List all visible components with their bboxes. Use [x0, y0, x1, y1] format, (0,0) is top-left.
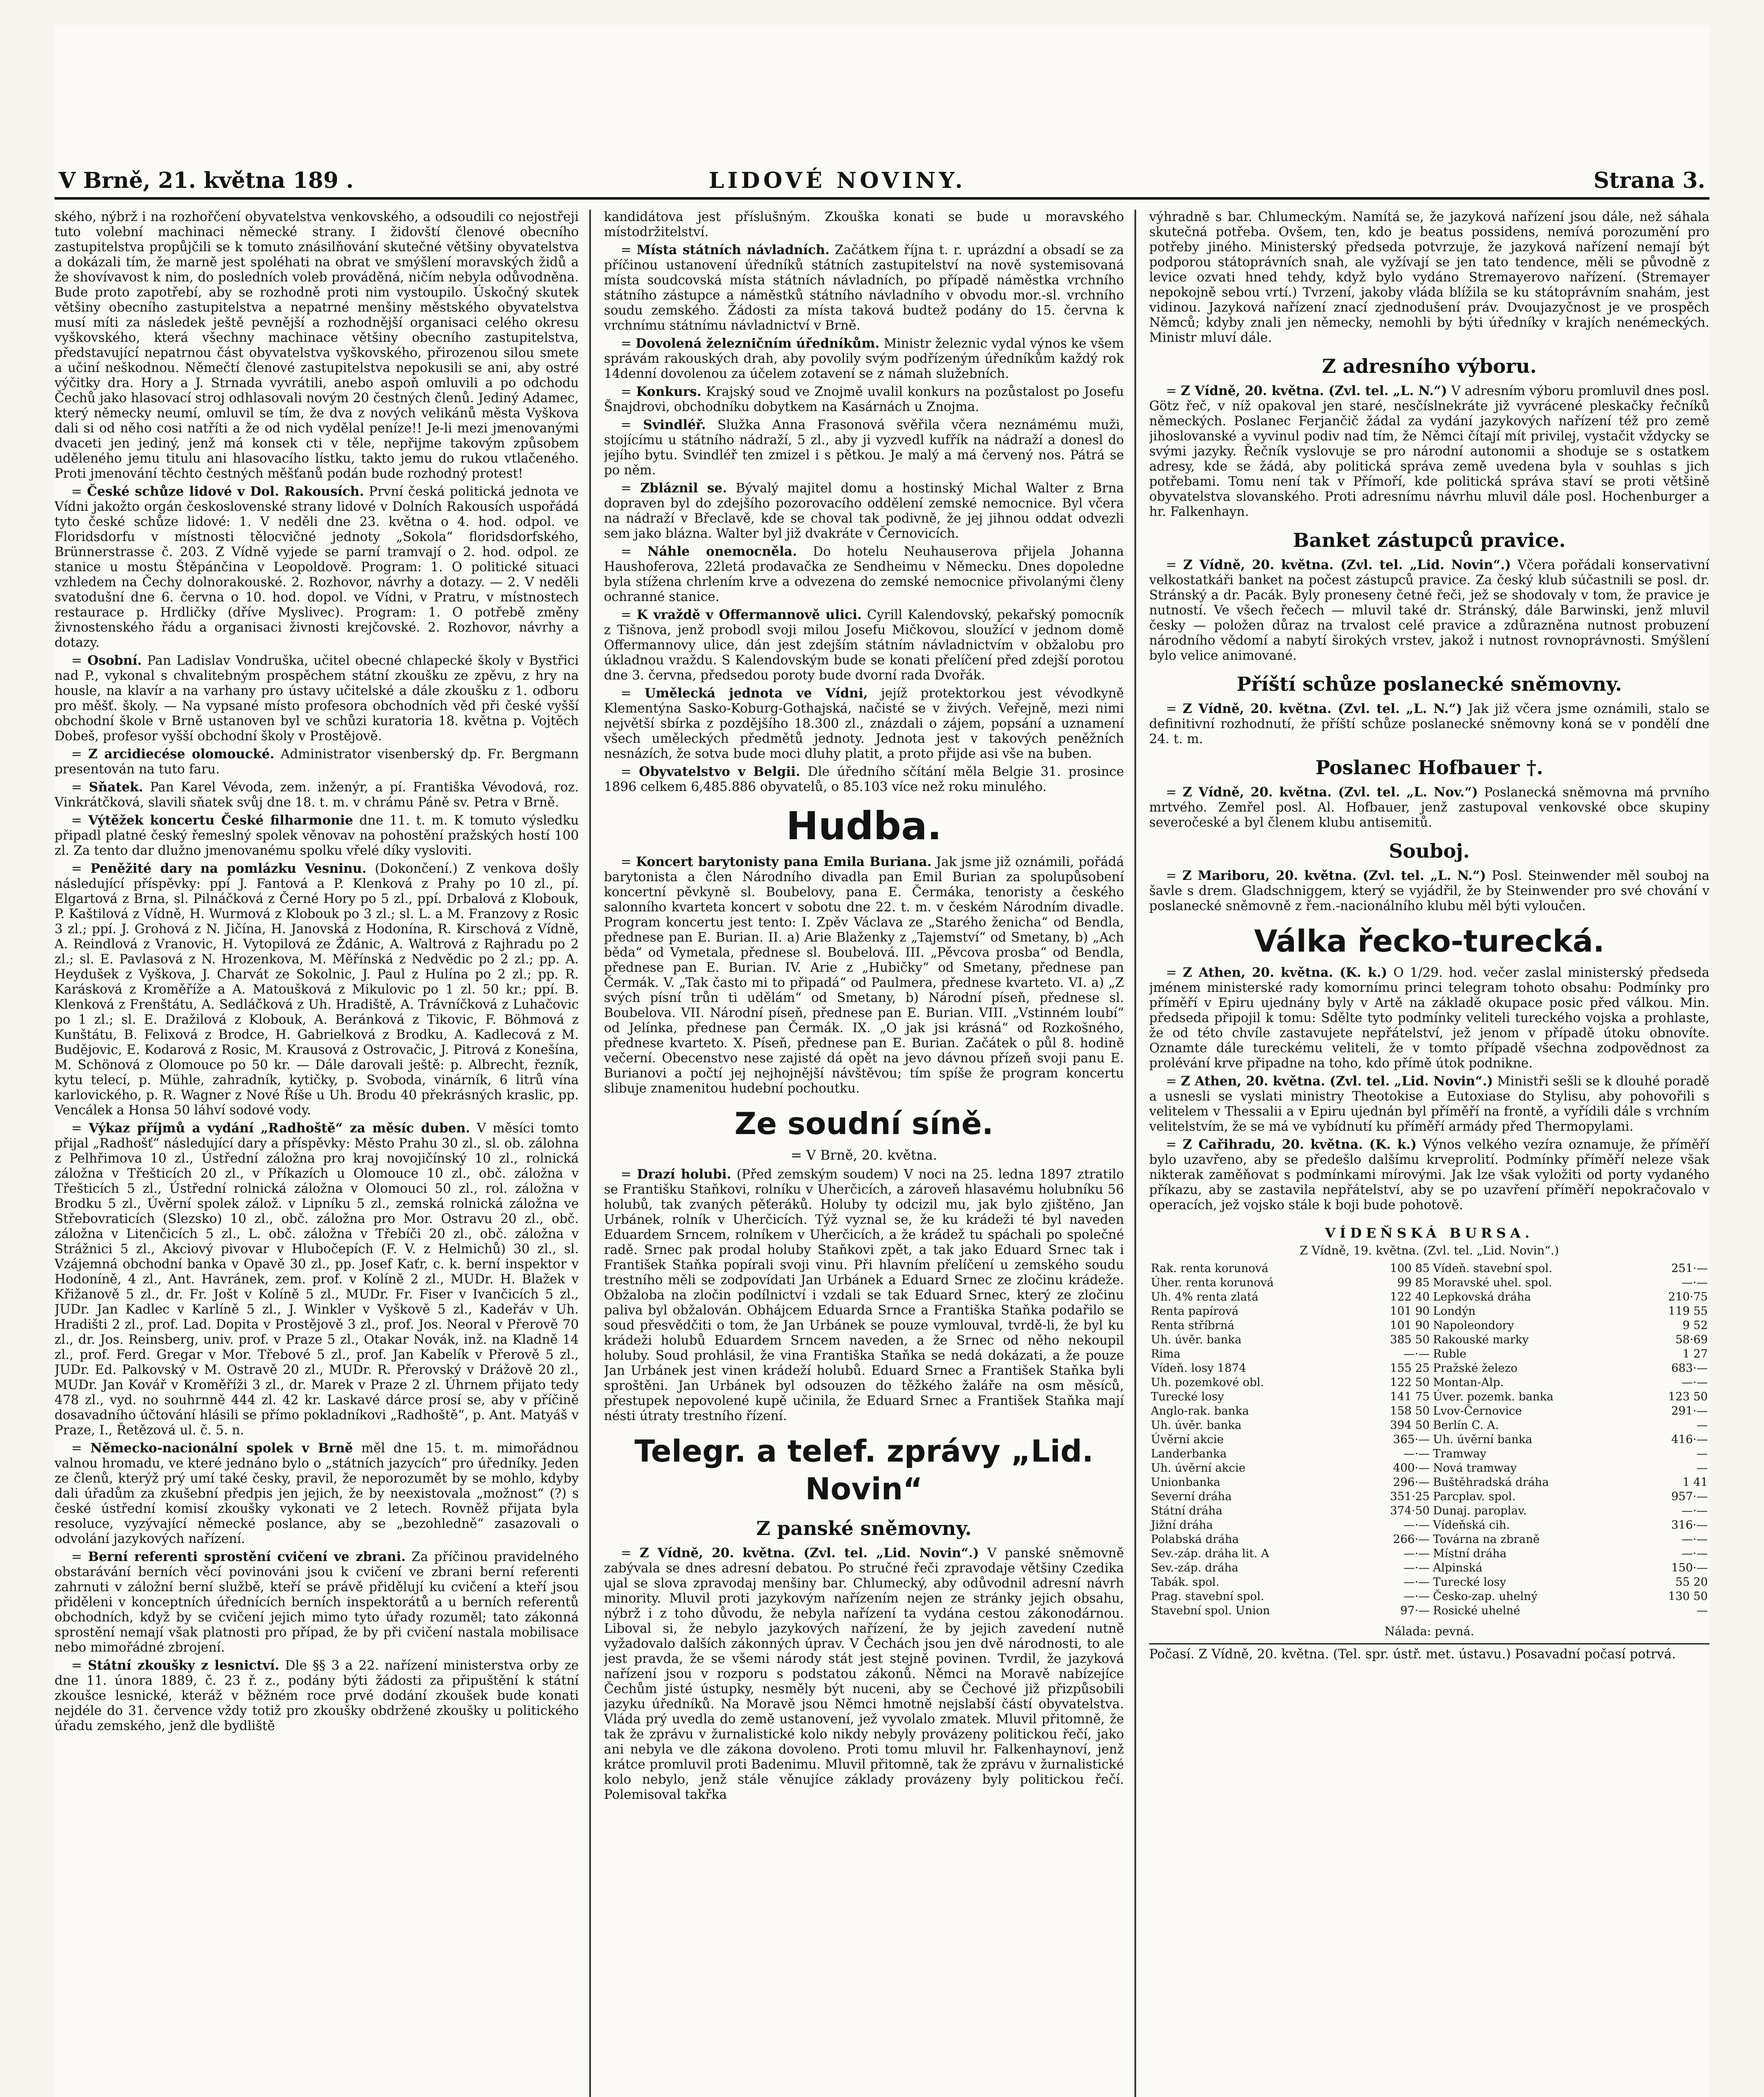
bursa-value: —·— — [1681, 1376, 1708, 1389]
article-paragraph — [1149, 210, 1709, 346]
bursa-value: —·— — [1681, 1276, 1708, 1289]
bursa-value: —·— — [1403, 1519, 1430, 1532]
bursa-value: —·— — [1403, 1447, 1430, 1460]
article-lead: Z Cařihradu, 20. května. (K. k.) — [1182, 1137, 1417, 1152]
bursa-item: Landerbanka — [1151, 1447, 1227, 1460]
article-text: Začátkem října t. r. uprázdní a obsadí se za příčinou ustanovení úředníků státních zastupitelství na nově systemisovaná místa soudcovská místa státních návladních, po případě náměstka vrchního státního zástupce a náměstků státního návladního v obvodu mor.-sl. vrchního soudu zemského. Žádosti za místa taková budtež podány do 15. června k vrchnímu státnímu návladnictví v Brně. — [604, 243, 1124, 333]
article-lead: Výtěžek koncertu České filharmonie — [88, 813, 353, 828]
table-row — [1149, 1532, 1709, 1547]
article-paragraph: = České schůze lidové v Dol. Rakousích. První česká politická jednota ve Vídni jakožto orgán československé strany lidové v Dolních Rakousích uspořádá tyto české schůze lidové: 1. V neděli dne 23. května o 4. hod. odpol. ve Floridsdorfu v místnosti tělocvičné jednoty „Sokola“ floridsdorfského, Brünnerstrasse č. 203. Z Vídně vyjede se parní tramvají o 2. hod. odpol. ze stanice u mostu Štěpánčina v Leopoldově. Program: 1. O politické situaci vzhledem na Čechy dolnorakouské. 2. Rozhovor, návrhy a dotazy. — 2. V neděli svatodušní dne 6. června o 10. hod. dopol. ve Vídni, v Pratru, v místnostech restaurace p. Hrdličky (dříve Myslivec). Program: 1. O potřebě změny živnostenského řádu a organisaci živnosti krejčovské. 2. Rozhovor, návrhy a dotazy. — [55, 484, 579, 650]
column-2 — [604, 210, 1124, 2097]
bursa-item: Unionbanka — [1151, 1476, 1220, 1489]
bursa-value: 141 75 — [1390, 1390, 1430, 1403]
article-text: Posl. Steinwender měl souboj na šavle s drem. Gladschniggem, který se vyjádřil, že by Steinwender pro své chování v poslanecké sněmovně z řem.-nacionálního klubu měl býti vyloučen. — [1149, 869, 1709, 913]
bursa-value: 122 40 — [1390, 1290, 1430, 1303]
article-paragraph: = Peněžité dary na pomlázku Vesninu. (Dokončení.) Z venkova došly následující příspěvky: ppí J. Fantová a P. Klenková z Prahy po 10 zl., pí. Elgartová z Brna, sl. Pilnáčková z Černé Hory po 5 zl., ppí. Drbalová z Klobouk, P. Kaštilová z Vídně, H. Wurmová z Klobouk po 3 zl.; sl. L. a M. Franzovy z Rosic 3 zl.; ppí. J. Grohová z N. Jičína, H. Janovská z Hodonína, R. Kirschová z Vídně, A. Reindlová z Vranovic, H. Vytopilová ze Ždánic, A. Waltrová z Rajhradu po 2 zl.; sl. E. Pavlasová z N. Hrozenkova, M. Měřínská z Nedvědic po 2 zl.; pp. A. Heydušek z Vyškova, J. Charvát ze Sokolnic, J. Paul z Hulína po 2 zl.; pp. R. Karásková z Kroměříže a A. Matoušková z Mikulovic po 1 zl. 50 kr.; ppí. B. Klenková z Frenštátu, A. Sedláčková z Uh. Hradiště, A. Trávníčková z Luhačovic po 1 zl.; sl. E. Dražilová z Klobouk, A. Beránková z Tikovic, F. Böhmová z Kunštátu, B. Felixová z Brodce, H. Gabrielková z Brodku, A. Kadlecová z M. Budějovic, E. Kodarová z Rosic, M. Krausová z Ostrovačic, J. Pitrová z Konešína, M. Schönová z Olomouce po 50 kr. — Dále darovali ještě: p. Albrecht, řezník, kytu telecí, p. Mühle, zahradník, kytičky, p. Svoboda, vinárník, 6 litrů vína karlovického, p. R. Wagner z Nové Říše u Uh. Brodu 40 překrásných kraslic, pp. Vencálek a Honsa 50 láhví sodové vody. — [55, 861, 579, 1118]
table-row — [1149, 1361, 1709, 1376]
article-text: výhradně s bar. Chlumeckým. Namítá se, že jazyková nařízení jsou dále, než sáhala skutečná potřeba. Ovšem, ten, kdo je beatus possidens, nemívá porozumění pro potřeby jiného. Ministerský předseda potvrzuje, že jazyková nařízení nemají být podporou státoprávních snah, ale vyžívají se jen tato tendence, měli se původně z levice ozvati hned tehdy, když bylo vydáno Stremayerovo nařízení. (Stremayer nepokojně sebou vrtí.) Tvrzení, jakoby vláda blížila se ku státoprávním snahám, jest vidinou. Jazyková nařízení znací zjednodušení práv. Dvoujazyčnost je ve prospěch Němců; kdyby znali jen německy, nemohli by býti úředníky v krajích nenémeckých. Ministr mluví dále. — [1149, 210, 1709, 345]
article-text: V panské sněmovně zabývala se dnes adresní debatou. Po stručné řeči zpravodaje většiny Czedika ujal se slova zpravodaj menšiny bar. Chlumecký, aby odůvodnil adresní návrh minority. Mluvil proti jazykovým nařízením nejen ze stránky jejich obsahu, nýbrž i z toho důvodu, že nebyla nařízení ta vydána cestou zákonodárnou. Liboval si, že nebylo jazykových nařízení, že by jejich zavedení nutně vyžadovalo dalších zákonných úprav. V Čechách jsou jen dvě národnosti, to ale jest pravda, že se všemi národy stát jest stejně povinen. Tvrdil, že jazyková nařízení jsou v rozporu s podstatou zákonů. Němci na Moravě nabízejíce Čechům jisté ústupky, nesměly být nuceni, aby se Čechové již přizpůsobili jazyku úředníků. Na Moravě jsou Němci hmotně nejslabší částí obyvatelstva. Vláda prý uvedla do země ustanovení, jež vyvolalo zmatek. Mluvil přitomně, že tak že zprávu v žurnalistické kolo nikdy nebyly provázeny politickou řečí, jako ani nebyla ve dle zákona dovoleno. Proti tomu mluvil hr. Falkenhaynoví, jenž krátce promluvil proti Badenimu. Mluvil přitomně, tak že zprávu v žurnalistické kolo nebylo, jenž stále věnujíce základy provázeny byly politickou řečí. Polemisoval takřka — [604, 1546, 1124, 1802]
article-paragraph: = Z Vídně, 20. května. (Zvl. tel. „Lid. Novin“.) V panské sněmovně zabývala se dnes adresní debatou. Po stručné řeči zpravodaje většiny Czedika ujal se slova zpravodaj menšiny bar. Chlumecký, aby odůvodnil adresní návrh minority. Mluvil proti jazykovým nařízením nejen ze stránky jejich obsahu, nýbrž i z toho důvodu, že nebyla nařízení ta vydána cestou zákonodárnou. Liboval si, že nebylo jazykových nařízení, že by jejich zavedení nutně vyžadovalo dalších zákonných úprav. V Čechách jsou jen dvě národnosti, to ale jest pravda, že se všemi národy stát jest stejně povinen. Tvrdil, že jazyková nařízení jsou v rozporu s podstatou zákonů. Němci na Moravě nabízejíce Čechům jisté ústupky, nesměly být nuceni, aby se Čechové již přizpůsobili jazyku úředníků. Na Moravě jsou Němci hmotně nejslabší částí obyvatelstva. Vláda prý uvedla do země ustanovení, jež vyvolalo zmatek. Mluvil přitomně, že tak že zprávu v žurnalistické kolo nikdy nebyly provázeny politickou řečí, jako ani nebyla ve dle zákona dovoleno. Proti tomu mluvil hr. Falkenhaynoví, jenž krátce promluvil proti Badenimu. Mluvil přitomně, tak že zprávu v žurnalistické kolo nebylo, jenž stále věnujíce základy provázeny byly politickou řečí. Polemisoval takřka — [604, 1545, 1124, 1802]
article-paragraph: = Umělecká jednota ve Vídni, jejíž protektorkou jest vévodkyně Klementýna Sasko-Koburg-Gothajská, načisté se v živých. Veřejně, mezi nimi největší sbírka z pozdějšího 18.300 zl., znázdali o zájem, popsání a uznamení všech uměleckých předmětů jednoty. Jednota jest v takových peněžních nesnázích, že sotva bude moci dluhy platit, a proto přijde asi vše na buben. — [604, 686, 1124, 761]
table-row — [1149, 1333, 1709, 1347]
article-paragraph: = Z Athen, 20. května. (Zvl. tel. „Lid. Novin“.) Ministři sešli se k dlouhé poradě a usnesli se vyslati ministry Theotokise a Eutoxiase do Stylisu, aby pohovořili s velitelem v Thessalii a v Epiru ujednán byl příměří na frontě, a vyřídili dále s vrchním velitelstvím, že se má ve vybídnutí ku příměří armády před Thermopylami. — [1149, 1074, 1709, 1134]
article-text: První česká politická jednota ve Vídni jakožto orgán československé strany lidové v Dolních Rakousích uspořádá tyto české schůze lidové: 1. V neděli dne 23. května o 4. hod. odpol. ve Floridsdorfu v místnosti tělocvičné jednoty „Sokola“ floridsdorfského, Brünnerstrasse č. 203. Z Vídně vyjede se parní tramvají o 2. hod. odpol. ze stanice u mostu Štěpánčina v Leopoldově. Program: 1. O politické situaci vzhledem na Čechy dolnorakouské. 2. Rozhovor, návrhy a dotazy. — 2. V neděli svatodušní dne 6. června o 10. hod. dopol. ve Vídni, v Pratru, v místnostech restaurace p. Hrdličky (dříve Myslivec). Program: 1. O potřebě změny živnostenského řádu a organisaci živnosti krejčovské. 2. Rozhovor, návrhy a dotazy. — [55, 484, 579, 650]
column-3 — [1149, 210, 1709, 2097]
article-text: Poslanecká sněmovna má prvního mrtvého. Zemřel posl. Al. Hofbauer, jenž zastupoval venkovské obce skupiny severočeské a byl členem klubu antisemitů. — [1149, 785, 1709, 830]
article-text: Pan Karel Vévoda, zem. inženýr, a pí. Františka Vévodová, roz. Vinkrátčková, slavili sňatek svůj dne 18. t. m. v chrámu Páně sv. Petra v Brně. — [55, 780, 579, 810]
bursa-value: —·— — [1403, 1576, 1430, 1589]
bursa-item: Pražské železo — [1433, 1362, 1518, 1375]
table-row — [1149, 1404, 1709, 1418]
column-rule — [589, 210, 591, 2097]
bursa-item: Úher. renta korunová — [1151, 1276, 1274, 1289]
bursa-value: 365·— — [1393, 1433, 1430, 1446]
article-text: Jak již včera jsme oznámili, stalo se definitivní rozhodnutí, že příští schůze poslanecké sněmovny koná se v pondělí dne 24. t. m. — [1149, 702, 1709, 747]
article-lead: Sňatek. — [89, 780, 143, 795]
bursa-item: Berlín C. A. — [1433, 1419, 1499, 1432]
article-lead: Výkaz příjmů a vydání „Radhoště“ za měsíc duben. — [88, 1121, 470, 1136]
article-text: O 1/29. hod. večer zaslal ministerský předseda jménem ministerské rady komornímu princi telegram tohoto obsahu: Podmínky pro příměří v Epiru ujednány byly v Artě na základě okupace posic před válkou. Min. předseda připojil k tomu: Sdělte tyto podmínky veliteli tureckého vojska a prohlaste, že od této chvíle zastavujete nepřátelství, jež jenom v případě útoku obnovíte. Oznamte dále tureckému veliteli, že v tomto případě všechna zodpovědnost za prolévání krve připadne na toho, kdo přímě útok podnikne. — [1149, 965, 1709, 1071]
article-paragraph: = Z Vídně, 20. května. (Zvl. tel. „L. Nov.“) Poslanecká sněmovna má prvního mrtvého. Zemřel posl. Al. Hofbauer, jenž zastupoval venkovské obce skupiny severočeské a byl členem klubu antisemitů. — [1149, 785, 1709, 830]
masthead — [55, 168, 1709, 200]
article-paragraph: = Z Athen, 20. května. (K. k.) O 1/29. hod. večer zaslal ministerský předseda jménem ministerské rady komornímu princi telegram tohoto obsahu: Podmínky pro příměří v Epiru ujednány byly v Artě na základě okupace posic před válkou. Min. předseda připojil k tomu: Sdělte tyto podmínky veliteli tureckého vojska a prohlaste, že od této chvíle zastavujete nepřátelství, jež jenom v případě útoku obnovíte. Oznamte dále tureckému veliteli, že v tomto případě všechna zodpovědnost za prolévání krve připadne na toho, kdo přímě útok podnikne. — [1149, 965, 1709, 1071]
section-heading: Hudba. — [786, 804, 942, 848]
article-paragraph: = Osobní. Pan Ladislav Vondruška, učitel obecné chlapecké školy v Bystřici nad P., vykonal s chvalitebným prospěchem státní zkoušku ze zpěvu, z hry na housle, na klavír a na varhany pro ústavy učitelské a dále zkoušku z 1. odboru pro měšť. školy. — Na vypsané místo profesora obchodních věd při české vyšší obchodní škole v Brně ustanoven byl ve schůzi kuratoria 18. května p. Vojtěch Dobeš, profesor vyšší obchodní školy v Prostějově. — [55, 653, 579, 744]
article-text: Krajský soud ve Znojmě uvalil konkurs na pozůstalost po Josefu Šnajdrovi, obchodníku dobytkem na Kasárnách u Znojma. — [604, 385, 1124, 414]
article-lead: Peněžité dary na pomlázku Vesninu. — [90, 861, 367, 876]
bursa-value: — — [1696, 1604, 1708, 1617]
article-lead: Z Mariboru, 20. května. (Zvl. tel. „L. N.“) — [1182, 868, 1486, 883]
bursa-value: 155 25 — [1390, 1362, 1430, 1375]
article-lead: Obyvatelstvo v Belgii. — [639, 764, 800, 779]
section-heading: Telegr. a telef. zprávy „Lid. Novin“ — [634, 1434, 1094, 1506]
bursa-item: Polabská dráha — [1151, 1533, 1239, 1546]
article-paragraph: = K vraždě v Offermannově ulici. Cyrill Kalendovský, pekařský pomocník z Tišnova, jenž probodl svoji milou Josefu Mičkovou, sloužící v jednom domě Offermannovy ulice, dán jest zdejším státním návladnictvím v obžalobu pro úkladnou vraždu. S Kalendovským bude se konati přelíčení před zdejší porotou dne 3. června, předsedou poroty bude dvorní rada Dvořák. — [604, 607, 1124, 683]
bursa-item: Vídeň. losy 1874 — [1151, 1362, 1246, 1375]
bursa-value: 122 50 — [1390, 1376, 1430, 1389]
masthead-title: LIDOVÉ NOVINY. — [709, 168, 966, 193]
article-text: V adresním výboru promluvil dnes posl. Götz řeč, v níž opakoval jen staré, nesčíslnekráte již vyvrácené pleskačky řečníků německých. Poslanec Ferjančič žádal za vydání jazykových nařízení též pro země jihoslovanské a vyvinul podiv nad tím, že Němci čítají mít privilej, vystačit vždycky se svými jazyky. Řečník vyslovuje se pro národní autonomii a shoduje se s ostatkem adresy, kde se žádá, aby politická správa země uvedena byla v souhlas s jich potřebami. Tomu není tak v Přímoří, kde politická správa staví se proti většině obyvatelstva slovanského. Proti adresnímu návrhu mluvil dále posl. Hochenburger a hr. Falkenhayn. — [1149, 384, 1709, 519]
table-row — [1149, 1290, 1709, 1304]
bursa-value: 130 50 — [1668, 1590, 1708, 1603]
bursa-item: Úvěrní akcie — [1151, 1433, 1224, 1446]
article-text: Pan Ladislav Vondruška, učitel obecné chlapecké školy v Bystřici nad P., vykonal s chvalitebným prospěchem státní zkoušku ze zpěvu, z hry na housle, na klavír a na varhany pro ústavy učitelské a dále zkoušku z 1. odboru pro měšť. školy. — Na vypsané místo profesora obchodních věd při české vyšší obchodní škole v Brně ustanoven byl ve schůzi kuratoria 18. května p. Vojtěch Dobeš, profesor vyšší obchodní školy v Prostějově. — [55, 653, 579, 744]
bursa-item: Prag. stavební spol. — [1151, 1590, 1264, 1603]
article-lead: Umělecká jednota ve Vídni, — [645, 686, 868, 701]
bursa-value: 158 50 — [1390, 1405, 1430, 1418]
section-subheading: Z panské sněmovny. — [756, 1517, 972, 1540]
bursa-table — [1149, 1262, 1709, 1618]
table-row — [1149, 1390, 1709, 1404]
bursa-value: — — [1696, 1447, 1708, 1460]
article-paragraph: = Berní referenti sprostění cvičení ve zbrani. Za příčinou pravidelného obstarávání berních věcí povinováni jsou k cvičení ve zbrani berní referenti zahrnuti v záložní berní službě, kteří se právě přidělují ku cvičení a kteří jsou přiděleni v konceptních úřednících berních inspektorátů a u berních referentů obchodních, když by se cvičení jejich mimo tyto úřady rozuměl; tato zákonná sprostění nemají však platnosti pro případ, že by při cvičení nastala mobilisace nebo mimořádné zbrojení. — [55, 1549, 579, 1655]
article-lead: Z Vídně, 20. května. (Zvl. tel. „L. N.“) — [1181, 383, 1447, 398]
table-row — [1149, 1518, 1709, 1532]
bursa-item: Turecké losy — [1151, 1390, 1224, 1403]
article-text: kandidátova jest příslušným. Zkouška konati se bude u moravského místodržitelství. — [604, 210, 1124, 239]
bursa-value: —·— — [1403, 1348, 1430, 1361]
table-row — [1149, 1418, 1709, 1433]
bursa-item: Napoleondory — [1433, 1319, 1514, 1332]
bursa-item: Tramway — [1433, 1447, 1486, 1460]
section-heading: Souboj. — [1389, 840, 1470, 862]
article-paragraph: = Výkaz příjmů a vydání „Radhoště“ za měsíc duben. V měsíci tomto přijal „Radhošť“ následující dary a příspěvky: Město Prahu 30 zl., sl. ob. zálohna z Pelhřimova 10 zl., Ústřední záložna pro kraj novojičínský 10 zl., rolnická záložna v Třešticích 20 zl., v Příkazích u Olomouce 10 zl., obč. záložna v Třešticích 5 zl., Ústřední rolnická záložna v Olomouci 50 zl., rol. záložna v Brodku 5 zl., Úvěrní spolek zálož. v Lipníku 5 zl., zemská rolnická záložna ve Střebovraticích (Slezsko) 10 zl., obč. záložna pro Mor. Ostravu 20 zl., obč. záložna v Litenčicích 5 zl., L. obč. záložna v Třebíči 20 zl., obč. záložna v Strážnici 5 zl., Akciový pivovar v Hlubočepích (F. V. z Helmichů) 30 zl., sl. Vzájemná obchodní banka v Opavě 30 zl., pp. Josef Kaťr, c. k. berní inspektor v Hodoníně, 4 zl., Ant. Havránek, zem. prof. v Kolíně 2 zl., MUDr. H. Blažek v Křižanově 5 zl., dr. Fr. Jošt v Kolíně 5 zl., MUDr. Fr. Fiser v Ivančicích 5 zl., JUDr. Jan Kadlec v Karlíně 5 zl., J. Winkler v Vyškově 5 zl., Kadeřáv v Uh. Hradišti 2 zl., prof. Lad. Dopita v Prostějově 3 zl., prof. Jos. Neoral v Přerově 70 zl., dr. Jos. Reinsberg, univ. prof. v Praze 5 zl., Otakar Novák, inž. na Kladně 14 zl., prof. Ferd. Gregar v Mor. Třebové 5 zl., prof. Jan Kabelík v Přerově 5 zl., JUDr. Ed. Palkovský v M. Ostravě 20 zl., MUDr. R. Přerovský v Drážově 20 zl., MUDr. Jan Kovář v Kroměříži 3 zl., dr. Marek v Praze 2 zl. Úhrnem přijato tedy 478 zl., vyd. no souhrnně 444 zl. 42 kr. Laskavé dárce prosí se, aby v příčině dosavadního účtování hlásili se přímo pokladníkovi „Radhoště“, p. Ant. Matyáš v Praze, I., Řetězová ul. č. 5. n. — [55, 1121, 579, 1438]
article-lead: Z Vídně, 20. května. (Zvl. tel. „L. Nov.“) — [1183, 785, 1478, 800]
table-row — [1149, 1461, 1709, 1475]
table-row — [1149, 1276, 1709, 1290]
bursa-item: Moravské uhel. spol. — [1433, 1276, 1552, 1289]
article-lead: Německo-nacionální spolek v Brně — [90, 1441, 353, 1456]
bursa-item: Nová tramway — [1433, 1462, 1517, 1475]
weather-note: Počasí. Z Vídně, 20. května. (Tel. spr. ústř. met. ústavu.) Posavadní počasí potrvá. — [1149, 1643, 1709, 1662]
bursa-item: Lvov-Černovice — [1433, 1405, 1522, 1418]
bursa-item: Uh. 4% renta zlatá — [1151, 1290, 1259, 1303]
article-paragraph: = Z Vídně, 20. května. (Zvl. tel. „Lid. Novin“.) Včera pořádali konservativní velkostatkáři banket na počest zástupců pravice. Za český klub súčastnili se posl. dr. Stránský a dr. Pacák. Byly proneseny četné řeči, jež se shodovaly v tom, že pravice je nutností. Ve všech řečech — mluvil také dr. Stránský, dále Barwinski, jenž mluvil česky — položen důraz na trvalost celé pravice a zdůrazněna nutnost probuzení národního vědomí a nabytí širokých vrstev, jakož i nutnost rovnoprávnosti. Smýšlení bylo velice animované. — [1149, 557, 1709, 663]
bursa-item: Buštěhradská dráha — [1433, 1476, 1549, 1489]
bursa-value: 394 50 — [1390, 1419, 1430, 1432]
bursa-value: 296·— — [1393, 1476, 1430, 1489]
article-lead: Z Athen, 20. května. (Zvl. tel. „Lid. Novin“.) — [1181, 1074, 1493, 1089]
bursa-value: 9 52 — [1682, 1319, 1708, 1332]
bursa-value: —·— — [1403, 1561, 1430, 1574]
article-text: Služka Anna Frasonová svěřila včera neznámému muži, stojícímu u státního nádraží, 5 zl., aby ji vyzvedl kufřík na nádraží a donesl do jejího bytu. Svindléř ten zmizel i s pětkou. Je malý a má červený nos. Pátrá se po něm. — [604, 418, 1124, 478]
article-lead: Osobní. — [87, 653, 142, 668]
bursa-value: — — [1696, 1419, 1708, 1432]
bursa-item: Rosické uhelné — [1433, 1604, 1520, 1617]
article-lead: Náhle onemocněla. — [647, 544, 797, 559]
bursa-item: Stavební spol. Union — [1151, 1604, 1270, 1617]
bursa-item: Státní dráha — [1151, 1504, 1223, 1517]
bursa-mood: Nálada: pevná. — [1384, 1624, 1474, 1638]
article-paragraph — [604, 210, 1124, 240]
table-row — [1149, 1604, 1709, 1618]
bursa-item: Anglo-rak. banka — [1151, 1405, 1249, 1418]
section-heading: Z adresního výboru. — [1322, 355, 1537, 377]
article-text: ského, nýbrž i na rozhořčení obyvatelstva venkovského, a odsoudili co nejostřeji tuto volební machinaci německé strany. I židovští členové obecního zastupitelstva propůjčili se k tomuto znásilňování skutečné většiny obyvatelstva a dokázali tím, že marně jest spoléhati na obrat ve smýšlení moravských židů a že shovívavost k nim, do posledních voleb prováděná, ničím nebyla odůvodněna. Bude proto zapotřebí, aby se rozhodně proti nim vystoupilo. Úskočný skutek většiny obecního zastupitelstva a nepatrné menšiny městského obyvatelstva musí míti za následek ještě pevnější a rozhodnější organisaci celého okresu vyškovského, která všechny machinace většiny obecního zastupitelstva, představující nepatrnou část obyvatelstva vyškovského, přirozenou silou smete a učiní neškodnou. Němečtí členové zastupitelstva nepokusili se ani, aby ostré výčitky dra. Hory a J. Strnada vyvrátili, anebo aspoň omluvili a po odchodu Čechů jako hlasovací stroj odhlasovali novým 20 čestných členů. Jediný Adamec, který německy neumí, omluvil se tím, že dva z nových velikánů města Vyškova dali si od něho cosi natříti a že od nich vydělal peníze!! Je-li mezi jmenovanými dvaceti jen jediný, jenž má konsek cti v těle, nepřijme takovým způsobem uděleného jemu titulu ani hlasovacího lístku, takto jemu do rukou vtlačeného. Proti jmenování těchto čestných měšťanů podán bude rozhodný protest! — [55, 210, 579, 481]
table-row — [1149, 1433, 1709, 1447]
bursa-value: —·— — [1681, 1504, 1708, 1517]
section-heading: Banket zástupců pravice. — [1293, 529, 1566, 552]
bursa-item: Rak. renta korunová — [1151, 1262, 1269, 1275]
bursa-value: — — [1696, 1462, 1708, 1475]
bursa-title: VÍDEŇSKÁ BURSA. — [1325, 1225, 1534, 1241]
bursa-item: Renta stříbrná — [1151, 1319, 1235, 1332]
bursa-item: Renta papírová — [1151, 1305, 1239, 1318]
article-lead: Z Athen, 20. května. (K. k.) — [1183, 965, 1387, 980]
table-row — [1149, 1376, 1709, 1390]
table-row — [1149, 1490, 1709, 1504]
article-text: V měsíci tomto přijal „Radhošť“ následující dary a příspěvky: Město Prahu 30 zl., sl. ob. zálohna z Pelhřimova 10 zl., Ústřední záložna pro kraj novojičínský 10 zl., rolnická záložna v Třešticích 20 zl., v Příkazích u Olomouce 10 zl., obč. záložna v Třešticích 5 zl., Ústřední rolnická záložna v Olomouci 50 zl., rol. záložna v Brodku 5 zl., Úvěrní spolek zálož. v Lipníku 5 zl., zemská rolnická záložna ve Střebovraticích (Slezsko) 10 zl., obč. záložna pro Mor. Ostravu 20 zl., obč. záložna v Litenčicích 5 zl., L. obč. záložna v Třebíči 20 zl., obč. záložna v Strážnici 5 zl., Akciový pivovar v Hlubočepích (F. V. z Helmichů) 30 zl., sl. Vzájemná obchodní banka v Opavě 30 zl., pp. Josef Kaťr, c. k. berní inspektor v Hodoníně, 4 zl., Ant. Havránek, zem. prof. v Kolíně 2 zl., MUDr. H. Blažek v Křižanově 5 zl., dr. Fr. Jošt v Kolíně 5 zl., MUDr. Fr. Fiser v Ivančicích 5 zl., JUDr. Jan Kadlec v Karlíně 5 zl., J. Winkler v Vyškově 5 zl., Kadeřáv v Uh. Hradišti 2 zl., prof. Lad. Dopita v Prostějově 3 zl., prof. Jos. Neoral v Přerově 70 zl., dr. Jos. Reinsberg, univ. prof. v Praze 5 zl., Otakar Novák, inž. na Kladně 14 zl., prof. Ferd. Gregar v Mor. Třebové 5 zl., prof. Jan Kabelík v Přerově 5 zl., JUDr. Ed. Palkovský v M. Ostravě 20 zl., MUDr. R. Přerovský v Drážově 20 zl., MUDr. Jan Kovář v Kroměříži 3 zl., dr. Marek v Praze 2 zl. Úhrnem přijato tedy 478 zl., vyd. no souhrnně 444 zl. 42 kr. Laskavé dárce prosí se, aby v příčině dosavadního účtování hlásili se přímo pokladníkovi „Radhoště“, p. Ant. Matyáš v Praze, I., Řetězová ul. č. 5. n. — [55, 1121, 579, 1438]
bursa-item: Uh. úvěr. banka — [1151, 1333, 1242, 1346]
bursa-item: Lepkovská dráha — [1433, 1290, 1531, 1303]
article-lead: Svindléř. — [643, 417, 706, 432]
article-lead: České schůze lidové v Dol. Rakousích. — [87, 484, 364, 499]
bursa-value: 150·— — [1671, 1561, 1708, 1574]
section-heading: Příští schůze poslanecké sněmovny. — [1236, 673, 1622, 695]
article-text: Jak jsme již oznámili, pořádá barytonista a člen Národního divadla pan Emil Burian za spolupůsobení koncertní pěvkyně sl. Boubelovy, pana E. Čermáka, tenoristy a českého salonního kvarteta koncert v sobotu dne 22. t. m. v českém Národním divadle. Program koncertu jest tento: I. Zpěv Václava ze „Starého ženicha“ od Bendla, přednese pan E. Burian. II. a) Arie Blaženky z „Tajemství“ od Smetany, b) „Ach běda“ od Vymetala, přednese sl. Boubelová. III. „Pěvcova prosba“ od Bendla, přednese pan E. Burian. IV. Arie z „Hubičky“ od Smetany, přednese pan Čermák. V. „Tak často mi to připadá“ od Paulmera, přednese kvarteto. VI. a) „Z svých písní trůn ti udělám“ od Smetany, b) Národní píseň, přednese sl. Boubelova. VII. Národní píseň, přednese pan E. Burian. VIII. „Vstinném loubí“ od Jelínka, přednese pan Čermák. IX. „O jak jsi krásná“ od Rozkošného, přednese kvarteto. X. Píseň, přednese pan E. Burian. Začátek o půl 8. hodině večerní. Obecenstvo nese zajisté dá opět na jevo dávnou přízeň svoji panu E. Burianovi a počtí jej nejhojnější návštěvou; tím spíše že program koncertu slibuje znamenitou hudební pochoutku. — [604, 855, 1124, 1096]
bursa-value: 100 85 — [1390, 1262, 1430, 1275]
table-row — [1149, 1475, 1709, 1490]
article-lead: Z Vídně, 20. května. (Zvl. tel. „L. N.“) — [1182, 701, 1462, 716]
bursa-item: Místní dráha — [1433, 1547, 1507, 1560]
bursa-item: Turecké losy — [1433, 1576, 1506, 1589]
bursa-item: Uh. úvěrní banka — [1433, 1433, 1532, 1446]
bursa-item: Sev.-záp. dráha — [1151, 1561, 1238, 1574]
article-text: Ministři sešli se k dlouhé poradě a usnesli se vyslati ministry Theotokise a Eutoxiase do Stylisu, aby pohovořili s velitelem v Thessalii a v Epiru ujednán byl příměří na frontě, a vyřídili dále s vrchním velitelstvím, že se má ve vybídnutí ku příměří armády před Thermopylami. — [1149, 1074, 1709, 1134]
section-heading: Poslanec Hofbauer †. — [1315, 756, 1543, 779]
bursa-value: —·— — [1681, 1547, 1708, 1560]
article-lead: Konkurs. — [636, 384, 702, 399]
article-text: Administrator visenberský dp. Fr. Bergmann presentován na tuto faru. — [55, 747, 579, 777]
article-paragraph: = Z Vídně, 20. května. (Zvl. tel. „L. N.“) Jak již včera jsme oznámili, stalo se definitivní rozhodnutí, že příští schůze poslanecké sněmovny koná se v pondělí dne 24. t. m. — [1149, 701, 1709, 747]
bursa-item: Továrna na zbraně — [1433, 1533, 1540, 1546]
bursa-value: 351·25 — [1390, 1490, 1430, 1503]
bursa-item: Dunaj. paroplav. — [1433, 1504, 1527, 1517]
bursa-subtitle: Z Vídně, 19. května. (Zvl. tel. „Lid. Novin“.) — [1299, 1244, 1559, 1257]
article-paragraph: = Konkurs. Krajský soud ve Znojmě uvalil konkurs na pozůstalost po Josefu Šnajdrovi, obchodníku dobytkem na Kasárnách u Znojma. — [604, 384, 1124, 414]
bursa-value: 316·— — [1671, 1519, 1708, 1532]
newspaper-page — [55, 25, 1709, 2097]
article-text: Za příčinou pravidelného obstarávání berních věcí povinováni jsou k cvičení ve zbrani berní referenti zahrnuti v záložní berní službě, kteří se právě přidělují ku cvičení a kteří jsou přiděleni v konceptních úřednících berních inspektorátů a u berních referentů obchodních, když by se cvičení jejich mimo tyto úřady rozuměl; tato zákonná sprostění nemají však platnosti pro případ, že by při cvičení nastala mobilisace nebo mimořádné zbrojení. — [55, 1550, 579, 1655]
bursa-value: 1 41 — [1682, 1476, 1708, 1489]
article-paragraph: = Svindléř. Služka Anna Frasonová svěřila včera neznámému muži, stojícímu u státního nádraží, 5 zl., aby ji vyzvedl kufřík na nádraží a donesl do jejího bytu. Svindléř ten zmizel i s pětkou. Je malý a má červený nos. Pátrá se po něm. — [604, 417, 1124, 478]
bursa-value: 683·— — [1671, 1362, 1708, 1375]
article-text: jejíž protektorkou jest vévodkyně Klementýna Sasko-Koburg-Gothajská, načisté se v živých. Veřejně, mezi nimi největší sbírka z pozdějšího 18.300 zl., znázdali o zájem, popsání a uznamení všech uměleckých předmětů jednoty. Jednota jest v takových peněžních nesnázích, že sotva bude moci dluhy platit, a proto přijde asi vše na buben. — [604, 686, 1124, 761]
bursa-item: Uh. úvěr. banka — [1151, 1419, 1242, 1432]
bursa-value: 416·— — [1671, 1433, 1708, 1446]
article-paragraph: = Zbláznil se. Bývalý majitel domu a hostinský Michal Walter z Brna dopraven byl do zdejšího pozorovacího oddělení zemské nemocnice. Byl včera na nádraží v Břeclavě, kde se choval tak podivně, že jej jihnou oddat odvezli sem jako blázna. Walter byl již dvakráte v Černovicích. — [604, 481, 1124, 541]
bursa-value: 97·— — [1400, 1604, 1430, 1617]
article-lead: Státní zkoušky z lesnictví. — [88, 1658, 279, 1673]
bursa-value: 291·— — [1671, 1405, 1708, 1418]
table-row — [1149, 1590, 1709, 1604]
bursa-value: —·— — [1681, 1533, 1708, 1546]
table-row — [1149, 1347, 1709, 1361]
article-lead: K vraždě v Offermannově ulici. — [637, 607, 862, 622]
bursa-value: 251·— — [1671, 1262, 1708, 1275]
bursa-value: 374·50 — [1390, 1504, 1430, 1517]
bursa-item: Sev.-záp. dráha lit. A — [1151, 1547, 1270, 1560]
article-paragraph: = Koncert barytonisty pana Emila Buriana. Jak jsme již oznámili, pořádá barytonista a člen Národního divadla pan Emil Burian za spolupůsobení koncertní pěvkyně sl. Boubelovy, pana E. Čermáka, tenoristy a českého salonního kvarteta koncert v sobotu dne 22. t. m. v českém Národním divadle. Program koncertu jest tento: I. Zpěv Václava ze „Starého ženicha“ od Bendla, přednese pan E. Burian. II. a) Arie Blaženky z „Tajemství“ od Smetany, b) „Ach běda“ od Vymetala, přednese sl. Boubelová. III. „Pěvcova prosba“ od Bendla, přednese pan E. Burian. IV. Arie z „Hubičky“ od Smetany, přednese pan Čermák. V. „Tak často mi to připadá“ od Paulmera, přednese kvarteto. VI. a) „Z svých písní trůn ti udělám“ od Smetany, b) Národní píseň, přednese sl. Boubelova. VII. Národní píseň, přednese pan E. Burian. VIII. „Vstinném loubí“ od Jelínka, přednese pan Čermák. IX. „O jak jsi krásná“ od Rozkošného, přednese kvarteto. X. Píseň, přednese pan E. Burian. Začátek o půl 8. hodině večerní. Obecenstvo nese zajisté dá opět na jevo dávnou přízeň svoji panu E. Burianovi a počtí jej nejhojnější návštěvou; tím spíše že program koncertu slibuje znamenitou hudební pochoutku. — [604, 854, 1124, 1096]
article-paragraph: = Německo-nacionální spolek v Brně měl dne 15. t. m. mimořádnou valnou hromadu, ve které jednáno bylo o „státních jazycích“ pro úředníky. Jeden ze členů, kterýž prý umí také česky, pravil, že neporozumět by se mohlo, kdyby dali úřadům za zkušební předpis jen jejich, že by neexistovala „možnost“ (?) s české ústřední komisí zkoušky vykonati ve 2 letech. Rovněž přijata byla resoluce, vyzývající německé poslance, aby se „bezohledně“ zasazovali o odvolání jazykových nařízení. — [55, 1441, 579, 1546]
masthead-page-number: Strana 3. — [1593, 168, 1705, 193]
bursa-value: 385 50 — [1390, 1333, 1430, 1346]
bursa-value: 119 55 — [1668, 1305, 1708, 1318]
article-paragraph: = Dovolená železničním úředníkům. Ministr železnic vydal výnos ke všem správám rakouských drah, aby povolily svým podřízeným úředníkům každý rok 14denní dovolenou za účelem zotavení se z námah služebních. — [604, 336, 1124, 381]
bursa-value: —·— — [1403, 1590, 1430, 1603]
dateline: = V Brně, 20. května. — [791, 1147, 937, 1163]
article-paragraph: = Sňatek. Pan Karel Vévoda, zem. inženýr, a pí. Františka Vévodová, roz. Vinkrátčková, slavili sňatek svůj dne 18. t. m. v chrámu Páně sv. Petra v Brně. — [55, 780, 579, 810]
bursa-value: 99 85 — [1397, 1276, 1430, 1289]
article-paragraph: = Státní zkoušky z lesnictví. Dle §§ 3 a 22. nařízení ministerstva orby ze dne 11. února 1889, č. 23 ř. z., podány býti žádosti za připuštění k státní zkoušce lesnické, kteráž v běžném roce prvé dodání zkoušek bude konati nejdéle do 31. července vždy totiž pro zkoušky obdržené zkoušky u politického úřadu zemského, jenž dle bydliště — [55, 1658, 579, 1733]
article-text: Do hotelu Neuhauserova přijela Johanna Haushoferova, 22letá prodavačka ze Sendheimu v Německu. Dnes dopoledne byla stížena chrlením krve a odvezena do zemské nemocnice přivolanými členy ochranné stanice. — [604, 544, 1124, 604]
column-rule — [1134, 210, 1136, 2097]
section-heading: Válka řecko-turecká. — [1254, 924, 1605, 959]
bursa-item: Rakouské marky — [1433, 1333, 1529, 1346]
article-paragraph: = Místa státních návladních. Začátkem října t. r. uprázdní a obsadí se za příčinou ustanovení úředníků státních zastupitelství na nově systemisovaná místa soudcovská místa státních návladních, po případě náměstka vrchního státního zástupce a náměstků státního návladního v obvodu mor.-sl. vrchního soudu zemského. Žádosti za místa taková budtež podány do 15. června k vrchnímu státnímu návladnictví v Brně. — [604, 242, 1124, 333]
table-row — [1149, 1547, 1709, 1561]
masthead-date: V Brně, 21. května 189 . — [59, 168, 354, 193]
bursa-item: Rima — [1151, 1348, 1181, 1361]
table-row — [1149, 1575, 1709, 1590]
bursa-item: Česko-zap. uhelný — [1433, 1590, 1538, 1603]
article-text: měl dne 15. t. m. mimořádnou valnou hromadu, ve které jednáno bylo o „státních jazycích“ pro úředníky. Jeden ze členů, kterýž prý umí také česky, pravil, že neporozumět by se mohlo, kdyby dali úřadům za zkušební předpis jen jejich, že by neexistovala „možnost“ (?) s české ústřední komisí zkoušky vykonati ve 2 letech. Rovněž přijata byla resoluce, vyzývající německé poslance, aby se „bezohledně“ zasazovali o odvolání jazykových nařízení. — [55, 1441, 579, 1546]
bursa-value: 400·— — [1393, 1462, 1430, 1475]
article-text: Dle úředního sčítání měla Belgie 31. prosince 1896 celkem 6,485.886 obyvatelů, o 85.103 více než roku minulého. — [604, 765, 1124, 794]
article-text: Cyrill Kalendovský, pekařský pomocník z Tišnova, jenž probodl svoji milou Josefu Mičkovou, sloužící v jednom domě Offermannovy ulice, dán jest zdejším státním návladnictvím v obžalobu pro úkladnou vraždu. S Kalendovským bude se konati přelíčení před zdejší porotou dne 3. června, předsedou poroty bude dvorní rada Dvořák. — [604, 608, 1124, 683]
article-lead: Zbláznil se. — [640, 481, 727, 496]
article-paragraph: = Výtěžek koncertu České filharmonie dne 11. t. m. K tomuto výsledku připadl platné český řemeslný spolek věnovav na pohostění pražských hostí 100 zl. Za tento dar dlužno jmenovanému spolku vřelé díky vysloviti. — [55, 813, 579, 858]
table-row — [1149, 1561, 1709, 1575]
article-text: Bývalý majitel domu a hostinský Michal Walter z Brna dopraven byl do zdejšího pozorovacího oddělení zemské nemocnice. Byl včera na nádraží v Břeclavě, kde se choval tak podivně, že jej jihnou oddat odvezli sem jako blázna. Walter byl již dvakráte v Černovicích. — [604, 481, 1124, 541]
article-paragraph: = Z Cařihradu, 20. května. (K. k.) Výnos velkého vezíra oznamuje, že příměří bylo uzavřeno, aby se předešlo dalšímu krveprolití. Podmínky příměří neleze však nikterak zaměňovat s podmínkami mírovými. Jak lze však vyložiti od porty vydaného příkazu, aby se zastavila nepřátelství, aby se po uzavření příměří nepokračovalo v operacích, jež vojsko stále k boji bude pohotově. — [1149, 1137, 1709, 1212]
article-lead: Koncert barytonisty pana Emila Buriana. — [636, 854, 932, 869]
bursa-item: Ruble — [1433, 1348, 1467, 1361]
article-lead: Z arcidiecése olomoucké. — [88, 747, 275, 762]
bursa-item: Uh. pozemkové obl. — [1151, 1376, 1264, 1389]
article-text: (Před zemským soudem) V noci na 25. ledna 1897 ztratilo se Františku Staňkovi, rolníku v Uherčicích, a zároveň hlasavému holubníku 56 holubů, tak zvaných pěťeráků. Holuby ty odcizil mu, jak bylo zjištěno, Jan Urbánek, rolník v Uherčicích. Týž vyznal se, že ku krádeži té byl naveden Eduardem Srncem, rolníkem v Uherčicích, a že krádež tu spáchali po společné radě. Srnec pak prodal holuby Staňkovi zpět, a tak jako Eduard Srnec tak i František Staňka popírali svoji vinu. Při hlavním přelíčení u zemského soudu trestního měli se zodpovídati Jan Urbánek a Eduard Srnec ze zločinu krádeže. Obžaloba na zločin podílnictví i vzdali se tak Eduard Srnec, který ze zločinu paliva byl obžalován. Obhájcem Eduarda Srnce a Františka Staňka podařilo se soud přesvědčiti o tom, že Jan Urbánek se pouze vymlouval, tvrdě-li, že byl ku krádeži holubů Eduardem Srncem naveden, a že Srnec od něho nekoupil holuby. Soud prohlásil, že vina Františka Staňka se nedá dokázati, a že pouze Jan Urbánek jest vinen krádeží holubů. Eduard Srnec a František Staňka byli sproštěni. Jan Urbánek byl odsouzen do těžkého žaláře na osm měsíců, přestupek nepovolené kupě učinila, že Eduard Srnec a František Staňka mají nésti útraty trestního řízení. — [604, 1167, 1124, 1423]
bursa-value: 1 27 — [1682, 1348, 1708, 1361]
bursa-item: Vídeňská cih. — [1433, 1519, 1510, 1532]
article-text: Ministr železnic vydal výnos ke všem správám rakouských drah, aby povolily svým podřízeným úředníkům každý rok 14denní dovolenou za účelem zotavení se z námah služebních. — [604, 336, 1124, 381]
article-lead: Z Vídně, 20. května. (Zvl. tel. „Lid. Novin“.) — [640, 1545, 979, 1561]
bursa-value: 55 20 — [1675, 1576, 1708, 1589]
article-paragraph: = Z Vídně, 20. května. (Zvl. tel. „L. N.“) V adresním výboru promluvil dnes posl. Götz řeč, v níž opakoval jen staré, nesčíslnekráte již vyvrácené pleskačky řečníků německých. Poslanec Ferjančič žádal za vydání jazykových nařízení též pro země jihoslovanské a vyvinul podiv nad tím, že Němci čítají mít privilej, vystačit vždycky se svými jazyky. Řečník vyslovuje se pro národní autonomii a shoduje se s ostatkem adresy, kde se žádá, aby politická správa země uvedena byla v souhlas s jich potřebami. Tomu není tak v Přímoří, kde politická správa staví se proti většině obyvatelstva slovanského. Proti adresnímu návrhu mluvil dále posl. Hochenburger a hr. Falkenhayn. — [1149, 383, 1709, 519]
table-row — [1149, 1262, 1709, 1276]
article-text: Dle §§ 3 a 22. nařízení ministerstva orby ze dne 11. února 1889, č. 23 ř. z., podány býti žádosti za připuštění k státní zkoušce lesnické, kteráž v běžném roce prvé dodání zkoušek bude konati nejdéle do 31. července vždy totiž pro zkoušky obdržené zkoušky u politického úřadu zemského, jenž dle bydliště — [55, 1658, 579, 1733]
column-1 — [55, 210, 579, 2097]
bursa-value: —·— — [1403, 1547, 1430, 1560]
bursa-item: Alpinská — [1433, 1561, 1483, 1574]
article-lead: Drazí holubi. — [637, 1167, 731, 1182]
article-paragraph: = Obyvatelstvo v Belgii. Dle úředního sčítání měla Belgie 31. prosince 1896 celkem 6,485.886 obyvatelů, o 85.103 více než roku minulého. — [604, 764, 1124, 794]
section-heading: Ze soudní síně. — [734, 1106, 994, 1141]
bursa-value: 957·— — [1671, 1490, 1708, 1503]
bursa-item: Parcplav. spol. — [1433, 1490, 1516, 1503]
bursa-item: Severní dráha — [1151, 1490, 1232, 1503]
bursa-item: Tabák. spol. — [1151, 1576, 1220, 1589]
article-paragraph: = Z arcidiecése olomoucké. Administrator visenberský dp. Fr. Bergmann presentován na tuto faru. — [55, 747, 579, 777]
bursa-value: 123 50 — [1668, 1390, 1708, 1403]
table-row — [1149, 1304, 1709, 1319]
article-paragraph — [55, 210, 579, 481]
article-lead: Místa státních návladních. — [636, 242, 830, 258]
article-text: Včera pořádali konservativní velkostatkáři banket na počest zástupců pravice. Za český klub súčastnili se posl. dr. Stránský a dr. Pacák. Byly proneseny četné řeči, jež se shodovaly v tom, že pravice je nutností. Ve všech řečech — mluvil také dr. Stránský, dále Barwinski, jenž mluvil česky — položen důraz na trvalost celé pravice a zdůrazněna nutnost probuzení národního vědomí a nabytí širokých vrstev, jakož i nutnost rovnoprávnosti. Smýšlení bylo velice animované. — [1149, 558, 1709, 663]
bursa-value: 101 90 — [1390, 1305, 1430, 1318]
table-row — [1149, 1447, 1709, 1461]
bursa-item: Londýn — [1433, 1305, 1476, 1318]
article-text: Výnos velkého vezíra oznamuje, že příměří bylo uzavřeno, aby se předešlo dalšímu krveprolití. Podmínky příměří neleze však nikterak zaměňovat s podmínkami mírovými. Jak lze však vyložiti od porty vydaného příkazu, aby se zastavila nepřátelství, aby se po uzavření příměří nepokračovalo v operacích, jež vojsko stále k boji bude pohotově. — [1149, 1137, 1709, 1212]
bursa-value: 210·75 — [1668, 1290, 1708, 1303]
article-text: (Dokončení.) Z venkova došly následující příspěvky: ppí J. Fantová a P. Klenková z Prahy po 10 zl., pí. Elgartová z Brna, sl. Pilnáčková z Černé Hory po 5 zl., ppí. Drbalová z Klobouk, P. Kaštilová z Vídně, H. Wurmová z Klobouk po 3 zl.; sl. L. a M. Franzovy z Rosic 3 zl.; ppí. J. Grohová z N. Jičína, H. Janovská z Hodonína, R. Kirschová z Vídně, A. Reindlová z Vranovic, H. Vytopilová ze Ždánic, A. Waltrová z Rajhradu po 2 zl.; sl. E. Pavlasová z N. Hrozenkova, M. Měřínská z Nedvědic po 2 zl.; pp. A. Heydušek z Vyškova, J. Charvát ze Sokolnic, J. Paul z Hulína po 2 zl.; pp. R. Karásková z Kroměříže a A. Matoušková z Mikulovic po 1 zl. 50 kr.; ppí. B. Klenková z Frenštátu, A. Sedláčková z Uh. Hradiště, A. Trávníčková z Luhačovic po 1 zl.; sl. E. Dražilová z Klobouk, A. Beránková z Tikovic, F. Böhmová z Kunštátu, B. Felixová z Brodce, H. Gabrielková z Brodku, A. Kadlecová z M. Budějovic, E. Kodarová z Rosic, M. Krausová z Ostrovačic, J. Pitrová z Konešína, M. Schönová z Olomouce po 50 kr. — Dále darovali ještě: p. Albrecht, řezník, kytu telecí, p. Mühle, zahradník, kytičky, p. Svoboda, vinárník, 6 litrů vína karlovického, p. R. Wagner z Nové Říše u Uh. Brodu 40 překrásných kraslic, pp. Vencálek a Honsa 50 láhví sodové vody. — [55, 861, 579, 1118]
article-paragraph: = Z Mariboru, 20. května. (Zvl. tel. „L. N.“) Posl. Steinwender měl souboj na šavle s drem. Gladschniggem, který se vyjádřil, že by Steinwender pro své chování v poslanecké sněmovně z řem.-nacionálního klubu měl býti vyloučen. — [1149, 868, 1709, 913]
article-paragraph: = Drazí holubi. (Před zemským soudem) V noci na 25. ledna 1897 ztratilo se Františku Staňkovi, rolníku v Uherčicích, a zároveň hlasavému holubníku 56 holubů, tak zvaných pěťeráků. Holuby ty odcizil mu, jak bylo zjištěno, Jan Urbánek, rolník v Uherčicích. Týž vyznal se, že ku krádeži té byl naveden Eduardem Srncem, rolníkem v Uherčicích, a že krádež tu spáchali po společné radě. Srnec pak prodal holuby Staňkovi zpět, a tak jako Eduard Srnec tak i František Staňka popírali svoji vinu. Při hlavním přelíčení u zemského soudu trestního měli se zodpovídati Jan Urbánek a Eduard Srnec ze zločinu krádeže. Obžaloba na zločin podílnictví i vzdali se tak Eduard Srnec, který ze zločinu paliva byl obžalován. Obhájcem Eduarda Srnce a Františka Staňka podařilo se soud přesvědčiti o tom, že Jan Urbánek se pouze vymlouval, tvrdě-li, že byl ku krádeži holubů Eduardem Srncem naveden, a že Srnec od něho nekoupil holuby. Soud prohlásil, že vina Františka Staňka se nedá dokázati, a že pouze Jan Urbánek jest vinen krádeží holubů. Eduard Srnec a František Staňka byli sproštěni. Jan Urbánek byl odsouzen do těžkého žaláře na osm měsíců, přestupek nepovolené kupě učinila, že Eduard Srnec a František Staňka mají nésti útraty trestního řízení. — [604, 1167, 1124, 1423]
article-lead: Dovolená železničním úředníkům. — [635, 336, 880, 351]
bursa-value: 266·— — [1393, 1533, 1430, 1546]
bursa-item: Úver. pozemk. banka — [1433, 1390, 1553, 1403]
bursa-value: 101 90 — [1390, 1319, 1430, 1332]
article-lead: Berní referenti sprostění cvičení ve zbrani. — [88, 1549, 406, 1564]
article-lead: Z Vídně, 20. května. (Zvl. tel. „Lid. Novin“.) — [1183, 557, 1511, 572]
bursa-item: Vídeň. stavební spol. — [1433, 1262, 1553, 1275]
table-row — [1149, 1504, 1709, 1518]
table-row — [1149, 1319, 1709, 1333]
article-paragraph: = Náhle onemocněla. Do hotelu Neuhauserova přijela Johanna Haushoferova, 22letá prodavačka ze Sendheimu v Německu. Dnes dopoledne byla stížena chrlením krve a odvezena do zemské nemocnice přivolanými členy ochranné stanice. — [604, 544, 1124, 604]
bursa-value: 58·69 — [1675, 1333, 1708, 1346]
article-text: dne 11. t. m. K tomuto výsledku připadl platné český řemeslný spolek věnovav na pohostění pražských hostí 100 zl. Za tento dar dlužno jmenovanému spolku vřelé díky vysloviti. — [55, 813, 579, 858]
bursa-item: Montan-Alp. — [1433, 1376, 1504, 1389]
bursa-item: Jižní dráha — [1151, 1519, 1213, 1532]
bursa-item: Uh. úvěrní akcie — [1151, 1462, 1246, 1475]
